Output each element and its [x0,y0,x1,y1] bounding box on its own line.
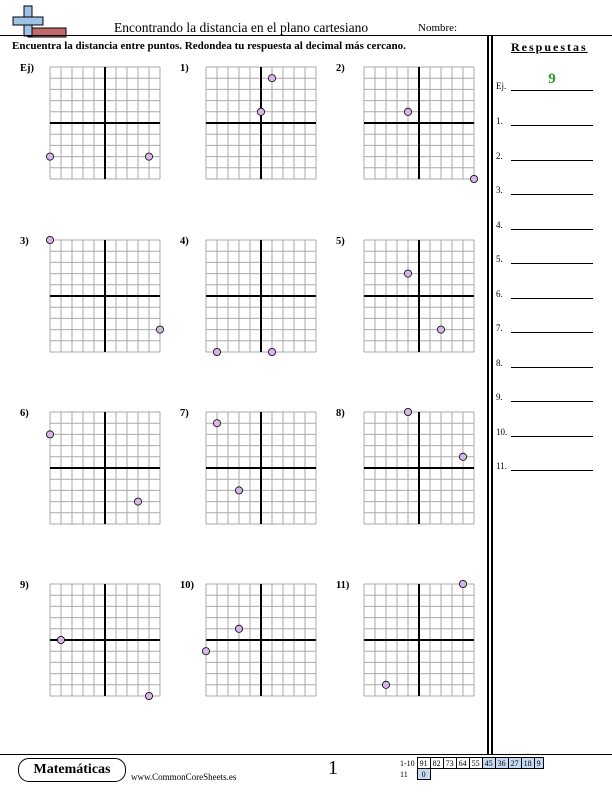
plotted-point [46,153,53,160]
score-cell: 91 [417,758,430,769]
page-number: 1 [328,757,338,779]
score-cell: 9 [534,758,543,769]
answer-label: 8. [496,357,503,368]
score-row-label: 1-10 [400,758,415,768]
coordinate-grid [364,67,474,179]
answer-line[interactable] [511,125,593,126]
plotted-point [257,108,264,115]
answer-label: 3. [496,185,503,195]
answer-label: 11. [496,461,507,471]
problem-label: 11) [336,580,350,591]
plotted-point [404,108,411,115]
plotted-point [268,75,275,82]
answer-line[interactable] [511,298,593,299]
plotted-point [213,420,220,427]
plotted-point [235,487,242,494]
answer-line[interactable] [511,229,593,230]
answer-line[interactable] [511,194,593,195]
footer-divider [0,754,612,755]
answer-line[interactable] [511,367,593,368]
score-cell: 18 [521,758,534,769]
score-cell: 55 [469,758,482,769]
answer-example-line [511,90,593,91]
plotted-point [145,153,152,160]
problem-label: 2) [336,63,345,74]
problem-label: 10) [180,580,194,591]
score-cell: 73 [443,758,456,769]
coordinate-grid [206,240,316,352]
plotted-point [459,453,466,460]
answer-label: 10. [496,426,508,437]
plotted-point [382,681,389,688]
logo-icon [12,4,70,38]
plotted-point [145,692,152,699]
coordinate-grid [364,584,474,696]
score-cell: 82 [430,758,443,769]
plotted-point [46,431,53,438]
answer-column-divider [487,36,489,754]
site-url: www.CommonCoreSheets.es [131,772,237,782]
plotted-point [46,236,53,243]
header-divider [0,35,612,36]
name-label: Nombre: [418,22,458,34]
answer-line[interactable] [511,263,593,264]
answer-line[interactable] [511,436,593,437]
plotted-point [404,408,411,415]
problem-label: 1) [180,63,189,74]
plotted-point [213,348,220,355]
plotted-point [470,175,477,182]
problem-label: 4) [180,236,189,247]
coordinate-grid [364,412,474,524]
score-cell: 0 [417,769,430,780]
instructions: Encuentra la distancia entre puntos. Redondea tu respuesta al decimal más cercano. [12,40,406,52]
answer-label: 7. [496,323,503,333]
score-cell: 36 [495,758,508,769]
coordinate-grid [206,584,316,696]
problem-label: 9) [20,580,29,591]
plotted-point [156,326,163,333]
answer-line[interactable] [511,332,593,333]
plotted-point [134,498,141,505]
plotted-point [404,270,411,277]
score-table [398,757,544,780]
worksheet-title: Encontrando la distancia en el plano cartesiano [114,20,369,35]
plotted-point [235,625,242,632]
coordinate-grid [50,67,160,179]
plotted-point [268,348,275,355]
answer-label: 1. [496,116,503,126]
answer-label: 9. [496,392,503,402]
plotted-point [459,580,466,587]
coordinate-grid [50,584,160,696]
coordinate-grid [364,240,474,352]
plotted-point [437,326,444,333]
coordinate-grid [206,67,316,179]
answer-label: 4. [496,219,503,230]
problem-label: 5) [336,236,345,247]
answer-line[interactable] [511,401,593,402]
problem-label: 7) [180,408,189,419]
answer-line[interactable] [511,470,593,471]
score-cell: 64 [456,758,469,769]
plotted-point [57,636,64,643]
problem-label: 3) [20,236,29,247]
problem-label: 8) [336,408,345,419]
coordinate-grid [50,240,160,352]
problem-label: 6) [20,408,29,419]
answer-column-divider-inner [491,36,493,754]
answer-example-value: 9 [548,71,556,87]
score-cell: 45 [482,758,495,769]
answer-label: 5. [496,254,503,264]
answers-title: Respuestas [511,40,588,54]
brand-badge: Matemáticas [18,758,126,782]
coordinate-grid [50,412,160,524]
answer-label: 2. [496,150,503,161]
answer-line[interactable] [511,160,593,161]
score-cell: 27 [508,758,521,769]
score-row-label: 11 [400,769,408,779]
answer-label: 6. [496,288,503,299]
problem-label: Ej) [20,63,34,74]
plotted-point [202,648,209,655]
coordinate-grid [206,412,316,524]
answer-example-label: Ej. [496,81,507,91]
